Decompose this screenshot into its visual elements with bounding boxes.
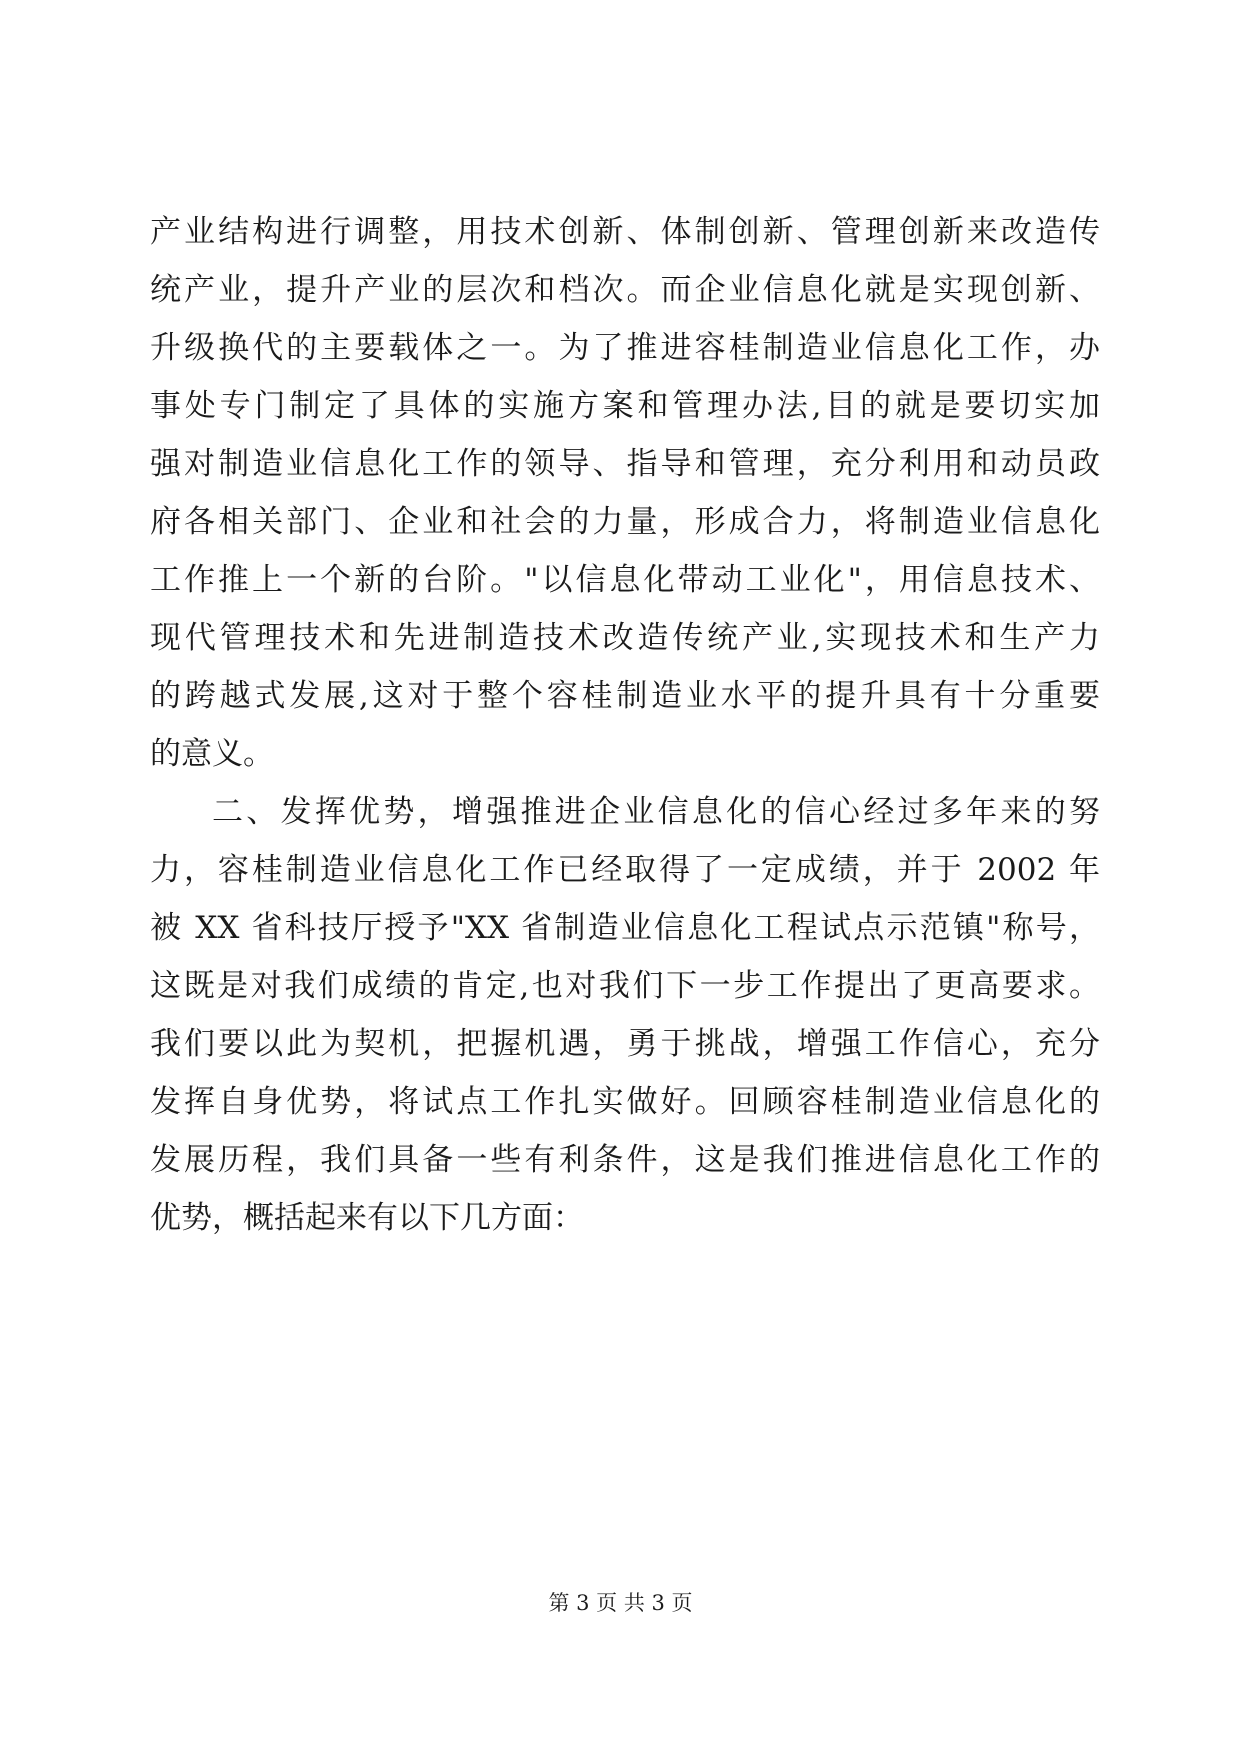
body-line-2: 统产业，提升产业的层次和档次。而企业信息化就是实现创新、: [150, 272, 1100, 308]
body-line-4: 事处专门制定了具体的实施方案和管理办法,目的就是要切实加: [150, 388, 1100, 424]
body-line-12: 力，容桂制造业信息化工作已经取得了一定成绩，并于 2002 年: [150, 852, 1100, 888]
body-line-3: 升级换代的主要载体之一。为了推进容桂制造业信息化工作，办: [150, 330, 1100, 366]
body-line-10: 的意义。: [150, 736, 274, 772]
body-line-16: 发挥自身优势，将试点工作扎实做好。回顾容桂制造业信息化的: [150, 1084, 1100, 1120]
body-line-6: 府各相关部门、企业和社会的力量，形成合力，将制造业信息化: [150, 504, 1100, 540]
body-line-15: 我们要以此为契机，把握机遇，勇于挑战，增强工作信心，充分: [150, 1026, 1100, 1062]
body-line-13: 被 XX 省科技厅授予"XX 省制造业信息化工程试点示范镇"称号，: [150, 910, 1100, 946]
body-line-7: 工作推上一个新的台阶。"以信息化带动工业化"，用信息技术、: [150, 562, 1100, 598]
body-line-9: 的跨越式发展,这对于整个容桂制造业水平的提升具有十分重要: [150, 678, 1100, 714]
body-line-17: 发展历程，我们具备一些有利条件，这是我们推进信息化工作的: [150, 1142, 1100, 1178]
body-line-14: 这既是对我们成绩的肯定,也对我们下一步工作提出了更高要求。: [150, 968, 1100, 1004]
page-number-footer: 第 3 页 共 3 页: [548, 1591, 693, 1615]
body-line-1: 产业结构进行调整，用技术创新、体制创新、管理创新来改造传: [150, 214, 1100, 250]
body-line-18: 优势，概括起来有以下几方面：: [150, 1200, 584, 1236]
body-line-5: 强对制造业信息化工作的领导、指导和管理，充分利用和动员政: [150, 446, 1100, 482]
section-heading-line: 二、发挥优势，增强推进企业信息化的信心经过多年来的努: [212, 794, 1100, 830]
body-line-8: 现代管理技术和先进制造技术改造传统产业,实现技术和生产力: [150, 620, 1100, 656]
